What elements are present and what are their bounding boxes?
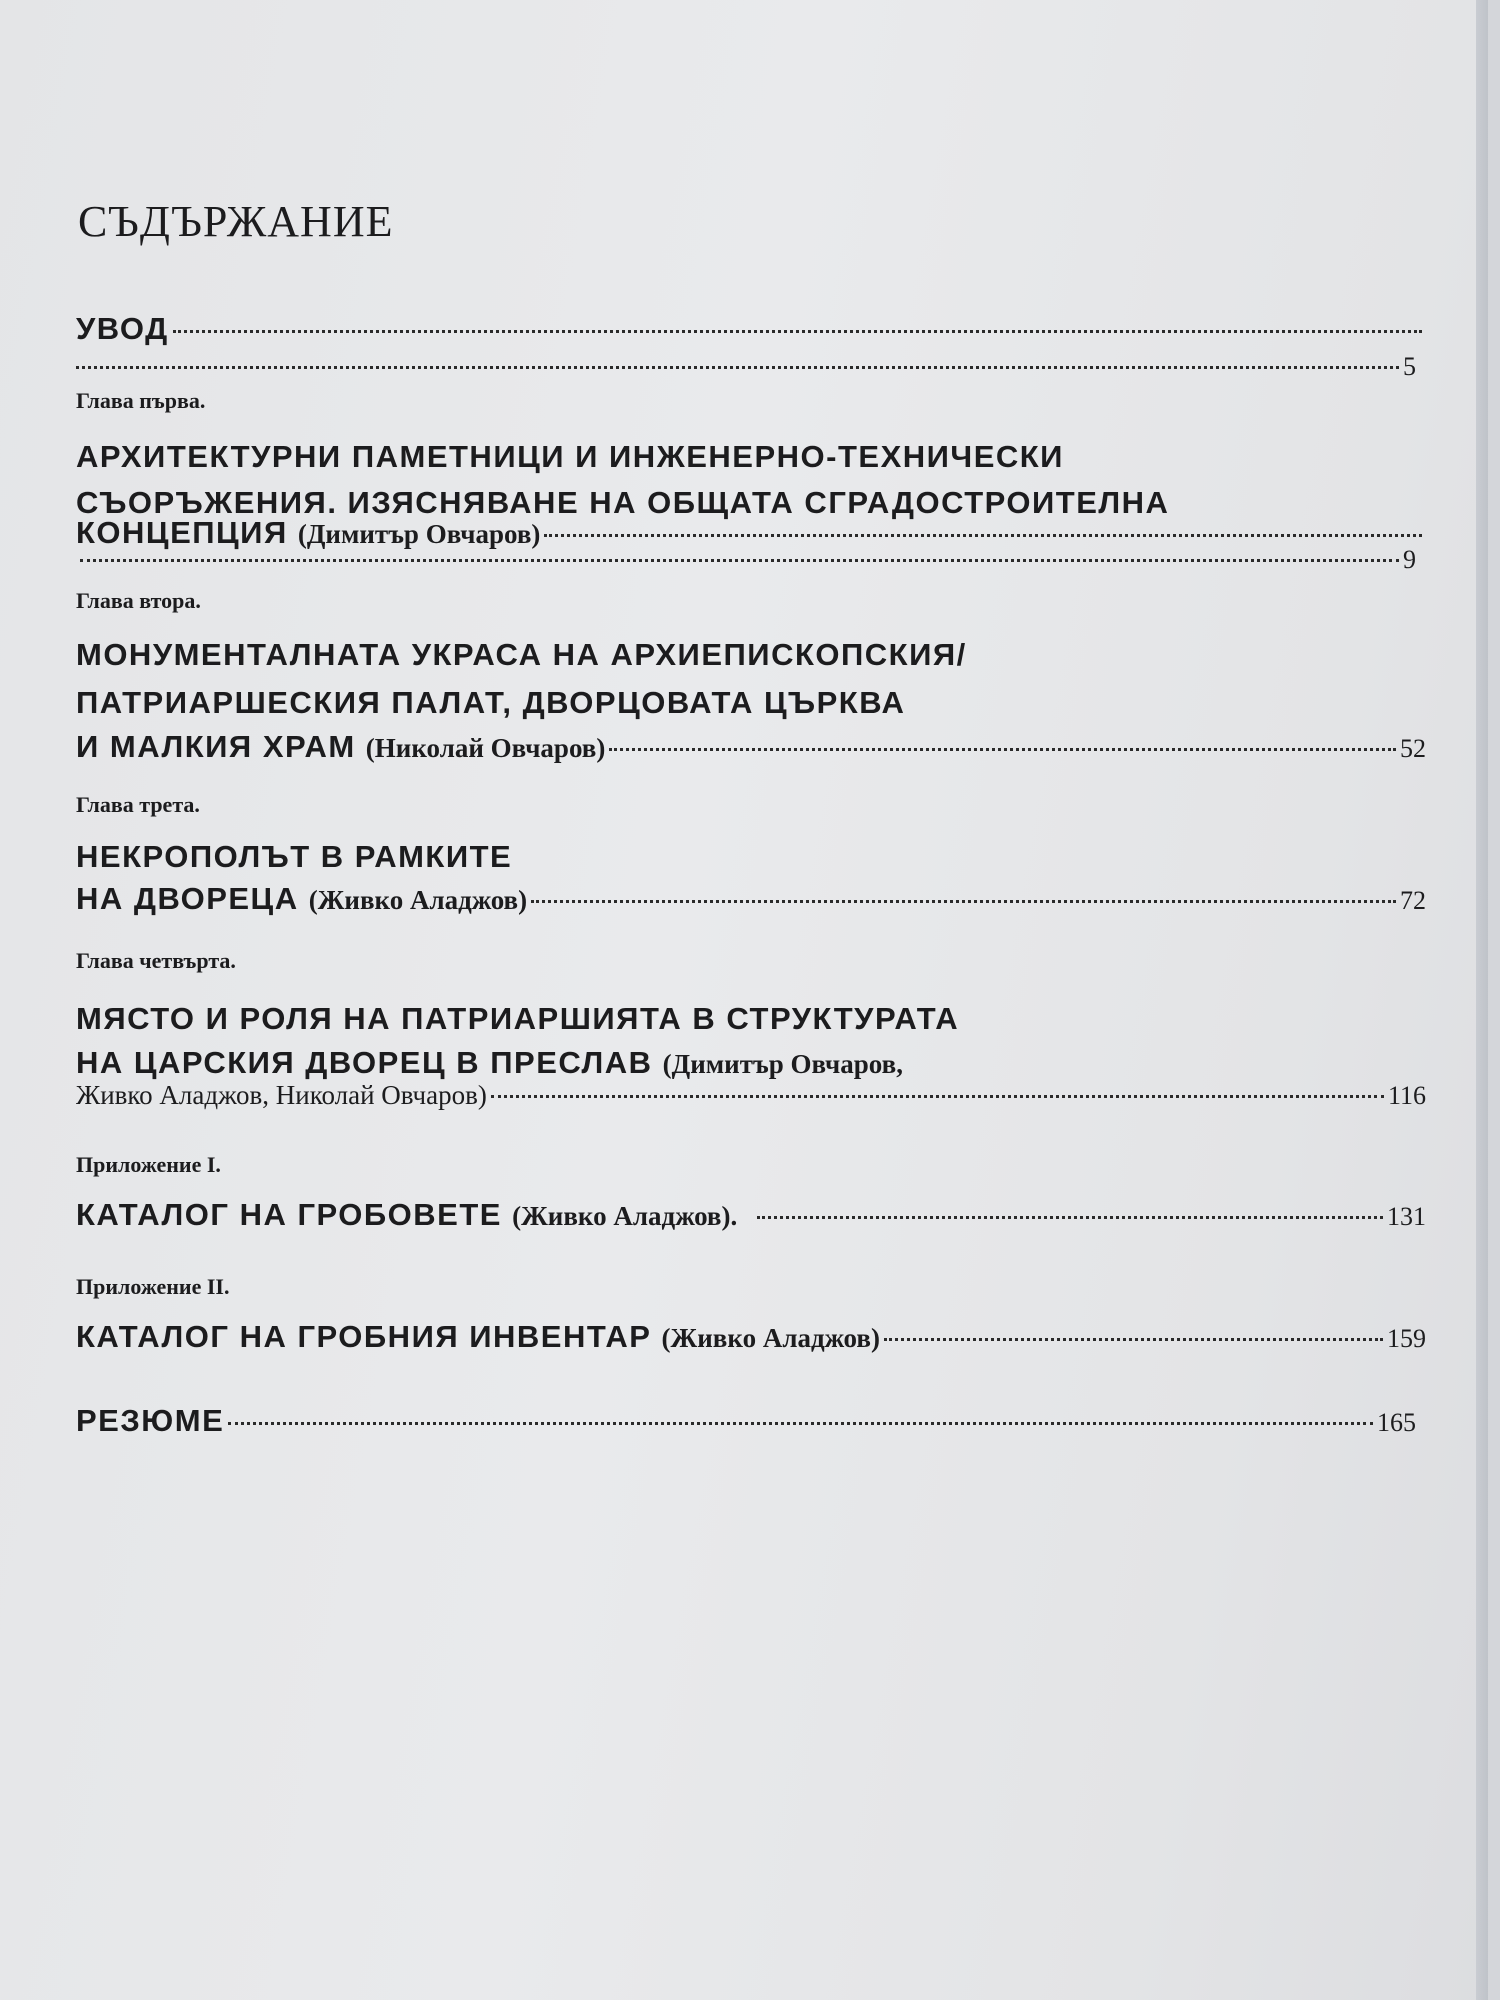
page-number: 52: [1400, 734, 1426, 763]
entry-title-line: [76, 1044, 903, 1083]
dot-leader: [491, 1095, 1384, 1098]
toc-entry-appendix-1[interactable]: [76, 1196, 1426, 1235]
toc-title: СЪДЪРЖАНИЕ: [78, 197, 394, 246]
dot-leader: [544, 534, 1422, 537]
entry-title-line: МОНУМЕНТАЛНАТА УКРАСА НА АРХИЕПИСКОПСКИЯ/: [76, 637, 967, 672]
entry-title: РЕЗЮМЕ: [76, 1403, 225, 1438]
entry-author: (Живко Аладжов): [308, 885, 528, 915]
chapter-label: Глава втора.: [76, 588, 201, 613]
entry-title-line: [76, 880, 527, 919]
toc-entry-chapter-3[interactable]: [76, 880, 1426, 919]
entry-title-text: И МАЛКИЯ ХРАМ: [76, 729, 356, 764]
entry-title-line: МЯСТО И РОЛЯ НА ПАТРИАРШИЯТА В СТРУКТУРАТА: [76, 1001, 960, 1036]
entry-author: Живко Аладжов, Николай Овчаров): [76, 1080, 487, 1110]
toc-entry-chapter-4[interactable]: [76, 1080, 1426, 1111]
next-page-edge: [1476, 0, 1488, 2000]
entry-title-line: [76, 1196, 737, 1235]
toc-entry-chapter-2[interactable]: [76, 728, 1426, 767]
toc-entry-appendix-2[interactable]: [76, 1318, 1426, 1357]
entry-title-text: НА ДВОРЕЦА: [76, 881, 299, 916]
entry-title-text: НА ЦАРСКИЯ ДВОРЕЦ В ПРЕСЛАВ: [76, 1045, 653, 1080]
page-number: 5: [1403, 352, 1416, 381]
dot-leader: [609, 748, 1396, 751]
entry-author: (Живко Аладжов): [661, 1323, 880, 1353]
page-number: 116: [1387, 1081, 1426, 1110]
toc-entry-summary[interactable]: [76, 1402, 1416, 1440]
entry-title: УВОД: [76, 311, 169, 346]
entry-author: (Димитър Овчаров,: [662, 1049, 903, 1079]
entry-author: (Живко Аладжов).: [512, 1201, 738, 1231]
dot-leader: [228, 1422, 1373, 1425]
page-number: 165: [1377, 1408, 1416, 1437]
entry-title-line: СЪОРЪЖЕНИЯ. ИЗЯСНЯВАНЕ НА ОБЩАТА СГРАДОСТРОИТЕЛНА: [76, 485, 1170, 520]
dot-leader: [757, 1216, 1383, 1219]
toc-entry-intro[interactable]: [76, 310, 1426, 348]
dot-leader: [531, 900, 1396, 903]
entry-author: (Николай Овчаров): [365, 733, 606, 763]
page-number: 72: [1400, 886, 1426, 915]
appendix-label: Приложение II.: [76, 1274, 230, 1299]
page-number: 9: [1403, 545, 1416, 574]
entry-title-line: НЕКРОПОЛЪТ В РАМКИТЕ: [76, 839, 513, 874]
page-number: 159: [1387, 1324, 1426, 1353]
page-number: 131: [1387, 1202, 1426, 1231]
entry-title-line: [76, 728, 605, 767]
entry-title-text: КАТАЛОГ НА ГРОБНИЯ ИНВЕНТАР: [76, 1319, 652, 1354]
toc-entry-chapter-1-page-row: [76, 545, 1416, 575]
dot-leader: [76, 366, 1399, 369]
entry-author: (Димитър Овчаров): [297, 519, 541, 549]
entry-title-line: ПАТРИАРШЕСКИЯ ПАЛАТ, ДВОРЦОВАТА ЦЪРКВА: [76, 685, 906, 720]
toc-entry-intro-page-row: [76, 352, 1416, 382]
entry-title-line: [76, 1318, 880, 1357]
chapter-label: Глава четвърта.: [76, 948, 236, 973]
chapter-label: Глава първа.: [76, 388, 206, 413]
chapter-label: Глава трета.: [76, 792, 200, 817]
entry-title-line: АРХИТЕКТУРНИ ПАМЕТНИЦИ И ИНЖЕНЕРНО-ТЕХНИЧЕСКИ: [76, 439, 1064, 474]
entry-title-text: КАТАЛОГ НА ГРОБОВЕТЕ: [76, 1197, 502, 1232]
appendix-label: Приложение I.: [76, 1152, 221, 1177]
dot-leader: [173, 330, 1422, 333]
entry-title-text: КОНЦЕПЦИЯ: [76, 515, 288, 550]
dot-leader: [80, 559, 1399, 562]
dot-leader: [884, 1338, 1383, 1341]
